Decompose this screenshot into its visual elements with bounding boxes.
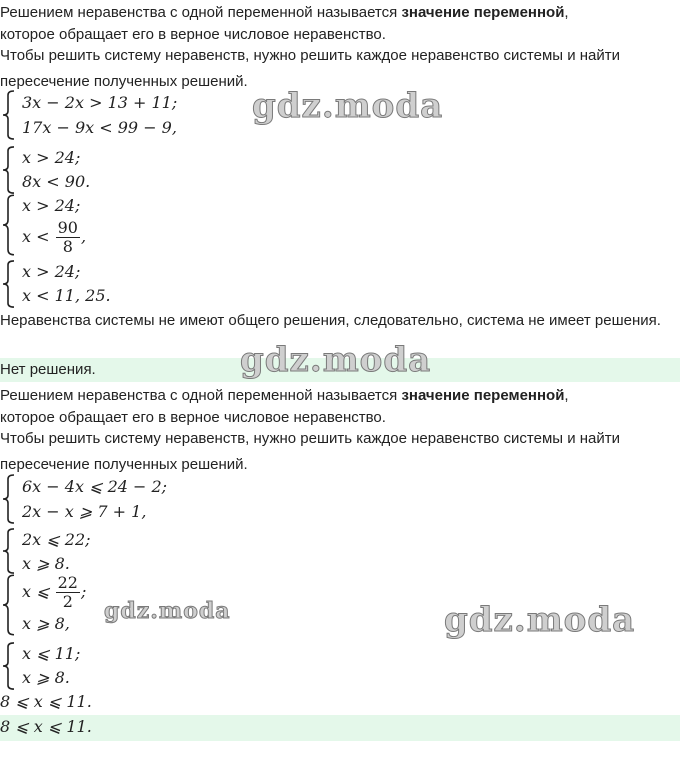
brace-icon [0,260,18,308]
watermark-logo: gdz.moda [252,86,444,126]
system-2-3 [0,574,86,636]
fraction-suffix: ; [80,582,87,602]
fraction-prefix: x < [22,226,50,246]
brace-icon [0,528,18,574]
conclusion-text: Неравенства системы не имеют общего решения, следовательно, система не имеет решения. [0,312,661,329]
brace-icon [0,194,18,256]
inequality-line-fraction [22,574,86,611]
fraction-numerator: 90 [57,217,78,237]
definition-end: , [564,4,569,21]
watermark-logo: gdz.moda [104,598,231,624]
definition-text-1 [0,2,680,43]
fraction-denominator: 8 [62,236,73,256]
inequality-line: 2x ⩽ 22; [22,530,91,549]
fraction-denominator: 2 [62,592,73,612]
inequality-line: x ⩾ 8, [22,613,70,633]
inequality-line-fraction [22,219,86,256]
definition-bold: значение переменной [401,387,565,404]
fraction-suffix: , [80,226,87,246]
system-1-4 [0,260,111,308]
fraction-prefix: x ⩽ [22,582,50,602]
inequality-line: 8x < 90. [22,172,91,191]
system-1-3 [0,194,86,256]
fraction [56,219,80,256]
inequality-line: x > 24; [22,196,81,216]
definition-start: Решением неравенства с одной переменной называется [0,4,402,21]
inequality-line: x ⩾ 8. [22,554,70,573]
fraction [56,574,80,611]
inequality-line: 2x − x ⩾ 7 + 1, [22,501,147,521]
inequality-line: 17x − 9x < 99 − 9, [22,117,177,137]
watermark-logo: gdz.moda [240,340,432,380]
system-2-1 [0,474,167,524]
answer-1: Нет решения. [0,358,680,382]
system-1-2 [0,146,90,194]
watermark-logo: gdz.moda [444,600,636,640]
definition-end: , [564,387,569,404]
definition-start: Решением неравенства с одной переменной называется [0,387,402,404]
answer-2-value: 8 ⩽ x ⩽ 11. [0,717,92,736]
definition-line2: которое обращает его в верное числовое неравенство. [0,409,386,426]
inequality-line: 6x − 4x ⩽ 24 − 2; [22,476,168,496]
system-2-2 [0,528,91,574]
answer-2 [0,715,680,741]
inequality-line: x < 11, 25. [22,286,111,305]
inequality-line: x ⩾ 8. [22,668,70,687]
instruction-text-2: Чтобы решить систему неравенств, нужно решить каждое неравенство системы и найти пересечение полученных решений. [0,430,621,473]
brace-icon [0,146,18,194]
definition-bold: значение переменной [401,4,565,21]
inequality-line: x > 24; [22,262,81,281]
brace-icon [0,574,18,636]
inequality-line: 3x − 2x > 13 + 11; [22,92,178,112]
inequality-line: x > 24; [22,148,81,167]
brace-icon [0,474,18,524]
brace-icon [0,90,18,140]
system-2-4 [0,642,80,690]
brace-icon [0,642,18,690]
instruction-text-1: Чтобы решить систему неравенств, нужно решить каждое неравенство системы и найти пересечение полученных решений. [0,47,621,90]
definition-text-2 [0,385,680,426]
result-text: 8 ⩽ x ⩽ 11. [0,692,92,711]
inequality-line: x ⩽ 11; [22,644,81,663]
fraction-numerator: 22 [57,573,78,593]
definition-line2: которое обращает его в верное числовое неравенство. [0,26,386,43]
system-1-1 [0,90,177,140]
